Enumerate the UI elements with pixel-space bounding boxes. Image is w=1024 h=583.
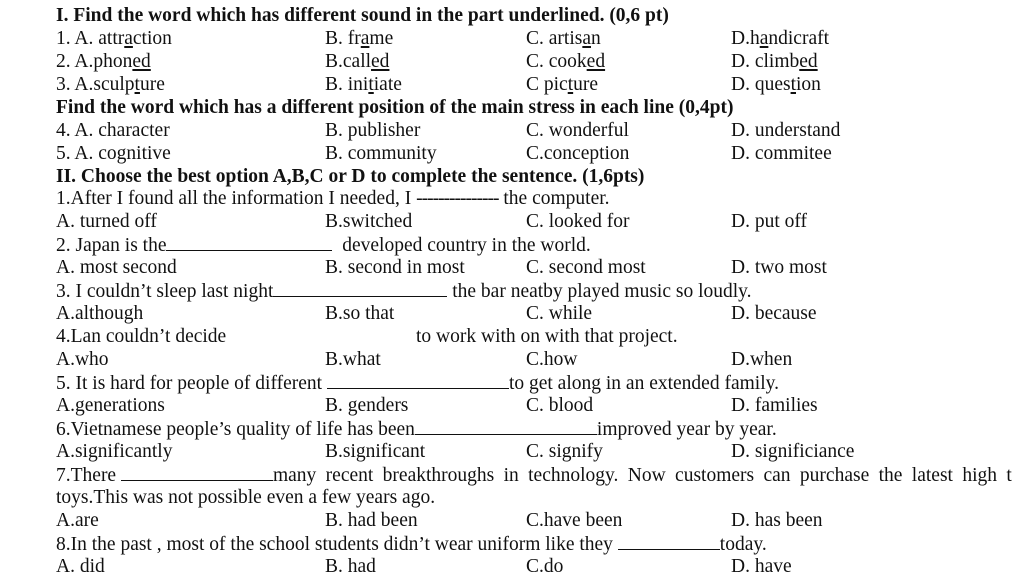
option-ii-2d: D. two most bbox=[731, 257, 827, 278]
answer-blank: --------------- bbox=[416, 188, 499, 209]
answer-blank bbox=[415, 417, 597, 435]
option-ii-2c: C. second most bbox=[526, 257, 646, 278]
option-3a: 3. A.sculpture bbox=[56, 74, 165, 95]
option-ii-6a: A.significantly bbox=[56, 441, 173, 462]
option-ii-8d: D. have bbox=[731, 556, 792, 577]
option-ii-6b: B.significant bbox=[325, 441, 426, 462]
option-ii-3c: C. while bbox=[526, 303, 593, 324]
stress-heading: Find the word which has a different position of the main stress in each line (0,4pt) bbox=[56, 97, 734, 118]
option-4a: 4. A. character bbox=[56, 120, 170, 141]
option-ii-4d: D.when bbox=[731, 349, 793, 370]
option-5a: 5. A. cognitive bbox=[56, 143, 171, 164]
answer-blank bbox=[121, 463, 273, 481]
option-ii-3a: A.although bbox=[56, 303, 144, 324]
option-ii-7d: D. has been bbox=[731, 510, 823, 531]
option-ii-4b: B.what bbox=[325, 349, 381, 370]
option-ii-6c: C. signify bbox=[526, 441, 603, 462]
option-ii-3d: D. because bbox=[731, 303, 817, 324]
question-ii-5-stem: 5. It is hard for people of different to get along in an extended family. bbox=[56, 373, 779, 394]
option-ii-6d: D. significiance bbox=[731, 441, 855, 462]
question-ii-8-stem: 8.In the past , most of the school students didn’t wear uniform like they today. bbox=[56, 534, 767, 555]
option-2d: D. climbed bbox=[731, 51, 818, 72]
option-1d: D.handicraft bbox=[731, 28, 830, 49]
option-4d: D. understand bbox=[731, 120, 841, 141]
option-1b: B. frame bbox=[325, 28, 394, 49]
option-ii-7a: A.are bbox=[56, 510, 99, 531]
option-5d: D. commitee bbox=[731, 143, 832, 164]
option-ii-1d: D. put off bbox=[731, 211, 808, 232]
option-ii-5a: A.generations bbox=[56, 395, 165, 416]
question-ii-3-stem: 3. I couldn’t sleep last night the bar neatby played music so loudly. bbox=[56, 281, 752, 302]
option-ii-1c: C. looked for bbox=[526, 211, 630, 232]
option-ii-4c: C.how bbox=[526, 349, 578, 370]
option-5c: C.conception bbox=[526, 143, 630, 164]
answer-blank bbox=[273, 279, 447, 297]
option-ii-2a: A. most second bbox=[56, 257, 177, 278]
answer-blank bbox=[166, 233, 332, 251]
option-3d: D. question bbox=[731, 74, 821, 95]
option-ii-5c: C. blood bbox=[526, 395, 594, 416]
question-ii-2-stem: 2. Japan is the developed country in the world. bbox=[56, 235, 591, 256]
answer-blank bbox=[327, 371, 509, 389]
question-ii-7-stem-cont: toys.This was not possible even a few years ago. bbox=[56, 487, 436, 508]
option-1a: 1. A. attraction bbox=[56, 28, 172, 49]
option-ii-2b: B. second in most bbox=[325, 257, 465, 278]
option-ii-5d: D. families bbox=[731, 395, 818, 416]
question-ii-7-stem: 7.There many recent breakthroughs in technology. Now customers can purchase the latest high t bbox=[56, 465, 1012, 486]
option-4c: C. wonderful bbox=[526, 120, 629, 141]
option-ii-8c: C.do bbox=[526, 556, 564, 577]
question-ii-6-stem: 6.Vietnamese people’s quality of life has been improved year by year. bbox=[56, 419, 777, 440]
option-3c: C picture bbox=[526, 74, 599, 95]
option-ii-5b: B. genders bbox=[325, 395, 409, 416]
option-ii-8b: B. had bbox=[325, 556, 376, 577]
option-ii-7b: B. had been bbox=[325, 510, 418, 531]
option-1c: C. artisan bbox=[526, 28, 601, 49]
section-1-heading: I. Find the word which has different sound in the part underlined. (0,6 pt) bbox=[56, 5, 669, 26]
option-2a: 2. A.phoned bbox=[56, 51, 151, 72]
option-2c: C. cooked bbox=[526, 51, 606, 72]
answer-blank bbox=[618, 532, 720, 550]
option-ii-8a: A. did bbox=[56, 556, 105, 577]
section-2-heading: II. Choose the best option A,B,C or D to complete the sentence. (1,6pts) bbox=[56, 166, 645, 187]
question-ii-1-stem: 1.After I found all the information I needed, I --------------- the computer. bbox=[56, 188, 610, 209]
option-ii-7c: C.have been bbox=[526, 510, 623, 531]
option-3b: B. initiate bbox=[325, 74, 402, 95]
option-ii-1b: B.switched bbox=[325, 211, 413, 232]
option-ii-3b: B.so that bbox=[325, 303, 395, 324]
option-ii-4a: A.who bbox=[56, 349, 109, 370]
option-2b: B.called bbox=[325, 51, 390, 72]
question-ii-4-stem: 4.Lan couldn’t decide to work with on with that project. bbox=[56, 326, 678, 347]
option-ii-1a: A. turned off bbox=[56, 211, 157, 232]
option-5b: B. community bbox=[325, 143, 437, 164]
option-4b: B. publisher bbox=[325, 120, 421, 141]
